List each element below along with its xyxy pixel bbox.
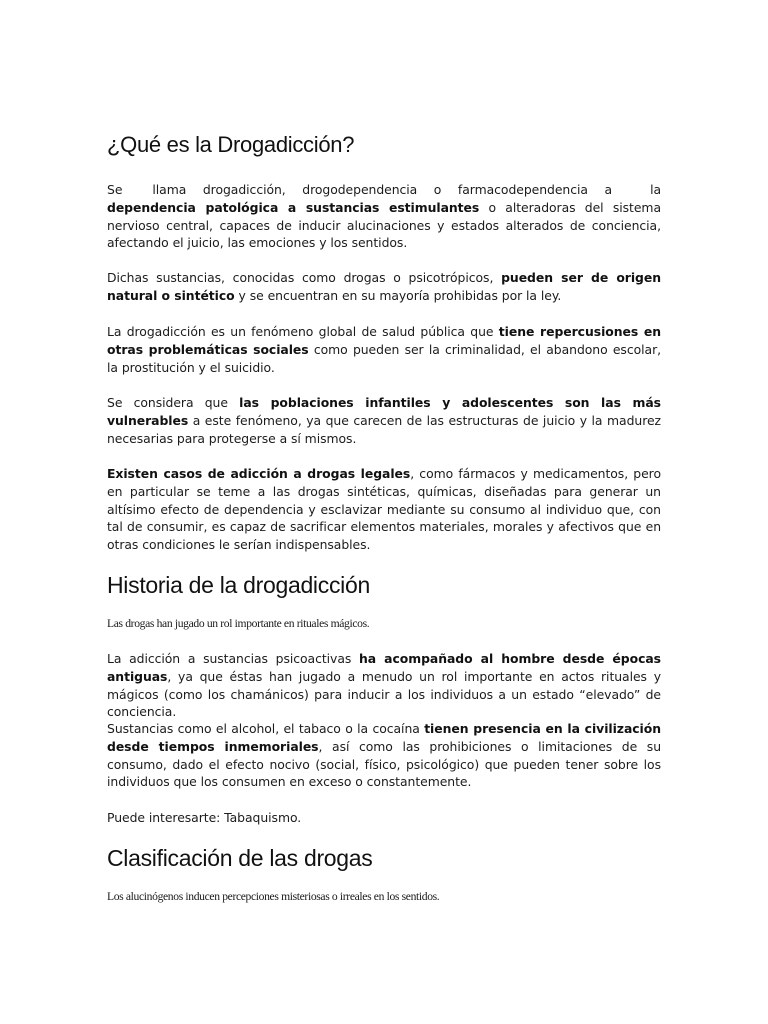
paragraph-poblaciones-vulnerables: Se considera que las poblaciones infantiles y adolescentes son las más vulnerables a este fenómeno, ya que carecen de las estructuras de juicio y la madurez necesarias para protegerse a sí mismos.	[107, 395, 661, 446]
paragraph-sustancias: Dichas sustancias, conocidas como drogas o psicotrópicos, pueden ser de origen natural o sintético y se encuentran en su mayoría prohibidas por la ley.	[107, 270, 661, 303]
image-caption-alucinogenos: Los alucinógenos inducen percepciones misteriosas o irreales en los sentidos.	[107, 890, 440, 903]
paragraph-adiccion-antigua: La adicción a sustancias psicoactivas ha acompañado al hombre desde épocas antiguas, ya que éstas han jugado a menudo un rol importante en actos rituales y mágicos (como los chamánicos) para inducir a los individuos a un estado “elevado” de conciencia.	[107, 651, 661, 720]
heading-historia: Historia de la drogadicción	[107, 572, 370, 598]
paragraph-drogas-legales: Existen casos de adicción a drogas legales, como fármacos y medicamentos, pero en particular se teme a las drogas sintéticas, químicas, diseñadas para generar un altísimo efecto de dependencia y esclavizar mediante su consumo al individuo que, con tal de consumir, es capaz de sacrificar elementos materiales, morales y afectivos que en otras condiciones le serían indispensables.	[107, 466, 661, 553]
heading-clasificacion: Clasificación de las drogas	[107, 845, 373, 871]
paragraph-puede-interesarte: Puede interesarte: Tabaquismo.	[107, 810, 302, 825]
paragraph-fenomeno-global: La drogadicción es un fenómeno global de salud pública que tiene repercusiones en otras problemáticas sociales como pueden ser la criminalidad, el abandono escolar, la prostitución y el suicidio.	[107, 324, 662, 375]
paragraph-definicion: Se llama drogadicción, drogodependencia o farmacodependencia a la dependencia patológica a sustancias estimulantes o alteradoras del sistema nervioso central, capaces de inducir alucinaciones y estados alterados de conciencia, afectando el juicio, las emociones y los sentidos.	[107, 182, 661, 251]
paragraph-sustancias-civilizacion: Sustancias como el alcohol, el tabaco o la cocaína tienen presencia en la civilización desde tiempos inmemoriales, así como las prohibiciones o limitaciones de su consumo, dado el efecto nocivo (social, físico, psicológico) que pueden tener sobre los individuos que los consumen en exceso o constantemente.	[107, 721, 662, 790]
heading-que-es-drogadiccion: ¿Qué es la Drogadicción?	[107, 132, 355, 157]
image-caption-rituales: Las drogas han jugado un rol importante en rituales mágicos.	[107, 617, 370, 630]
